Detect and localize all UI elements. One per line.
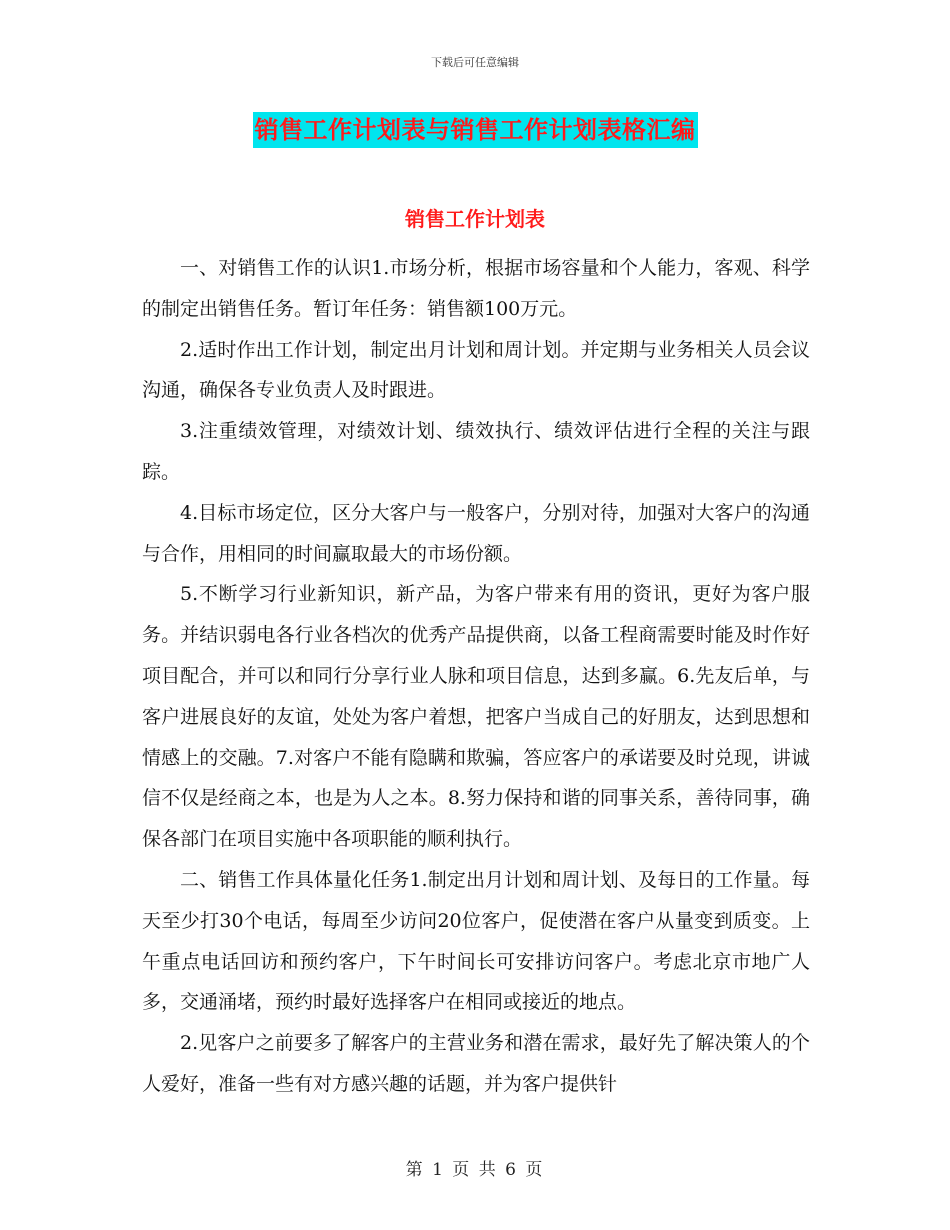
- paragraph: 一、对销售工作的认识1.市场分析，根据市场容量和个人能力，客观、科学的制定出销售任务。暂订年任务：销售额100万元。: [142, 257, 810, 320]
- document-title: [0, 112, 950, 148]
- paragraph: 5.不断学习行业新知识，新产品，为客户带来有用的资讯，更好为客户服务。并结识弱电各行业各档次的优秀产品提供商，以备工程商需要时能及时作好项目配合，并可以和同行分享行业人脉和项目信息，达到多赢。6.先友后单，与客户进展良好的友谊，处处为客户着想，把客户当成自己的好朋友，达到思想和情感上的交融。7.对客户不能有隐瞒和欺骗，答应客户的承诺要及时兑现，讲诚信不仅是经商之本，也是为人之本。8.努力保持和谐的同事关系，善待同事，确保各部门在项目实施中各项职能的顺利执行。: [142, 583, 810, 851]
- paragraph: 二、销售工作具体量化任务1.制定出月计划和周计划、及每日的工作量。每天至少打30个电话，每周至少访问20位客户，促使潜在客户从量变到质变。上午重点电话回访和预约客户，下午时间长可安排访问客户。考虑北京市地广人多，交通涌堵，预约时最好选择客户在相同或接近的地点。: [142, 868, 810, 1014]
- paragraph: 4.目标市场定位，区分大客户与一般客户，分别对待，加强对大客户的沟通与合作，用相同的时间赢取最大的市场份额。: [142, 501, 810, 565]
- document-title-text: 销售工作计划表与销售工作计划表格汇编: [253, 112, 698, 148]
- paragraph: 2.见客户之前要多了解客户的主营业务和潜在需求，最好先了解决策人的个人爱好，准备一些有对方感兴趣的话题，并为客户提供针: [142, 1032, 810, 1095]
- page-header-note: 下载后可任意编辑: [431, 56, 519, 69]
- document-body: [142, 248, 810, 1105]
- paragraph: 3.注重绩效管理，对绩效计划、绩效执行、绩效评估进行全程的关注与跟踪。: [142, 420, 810, 483]
- paragraph: 2.适时作出工作计划，制定出月计划和周计划。并定期与业务相关人员会议沟通，确保各专业负责人及时跟进。: [142, 338, 810, 402]
- section-title: 销售工作计划表: [405, 207, 545, 231]
- page-footer: 第 1 页 共 6 页: [405, 1160, 545, 1180]
